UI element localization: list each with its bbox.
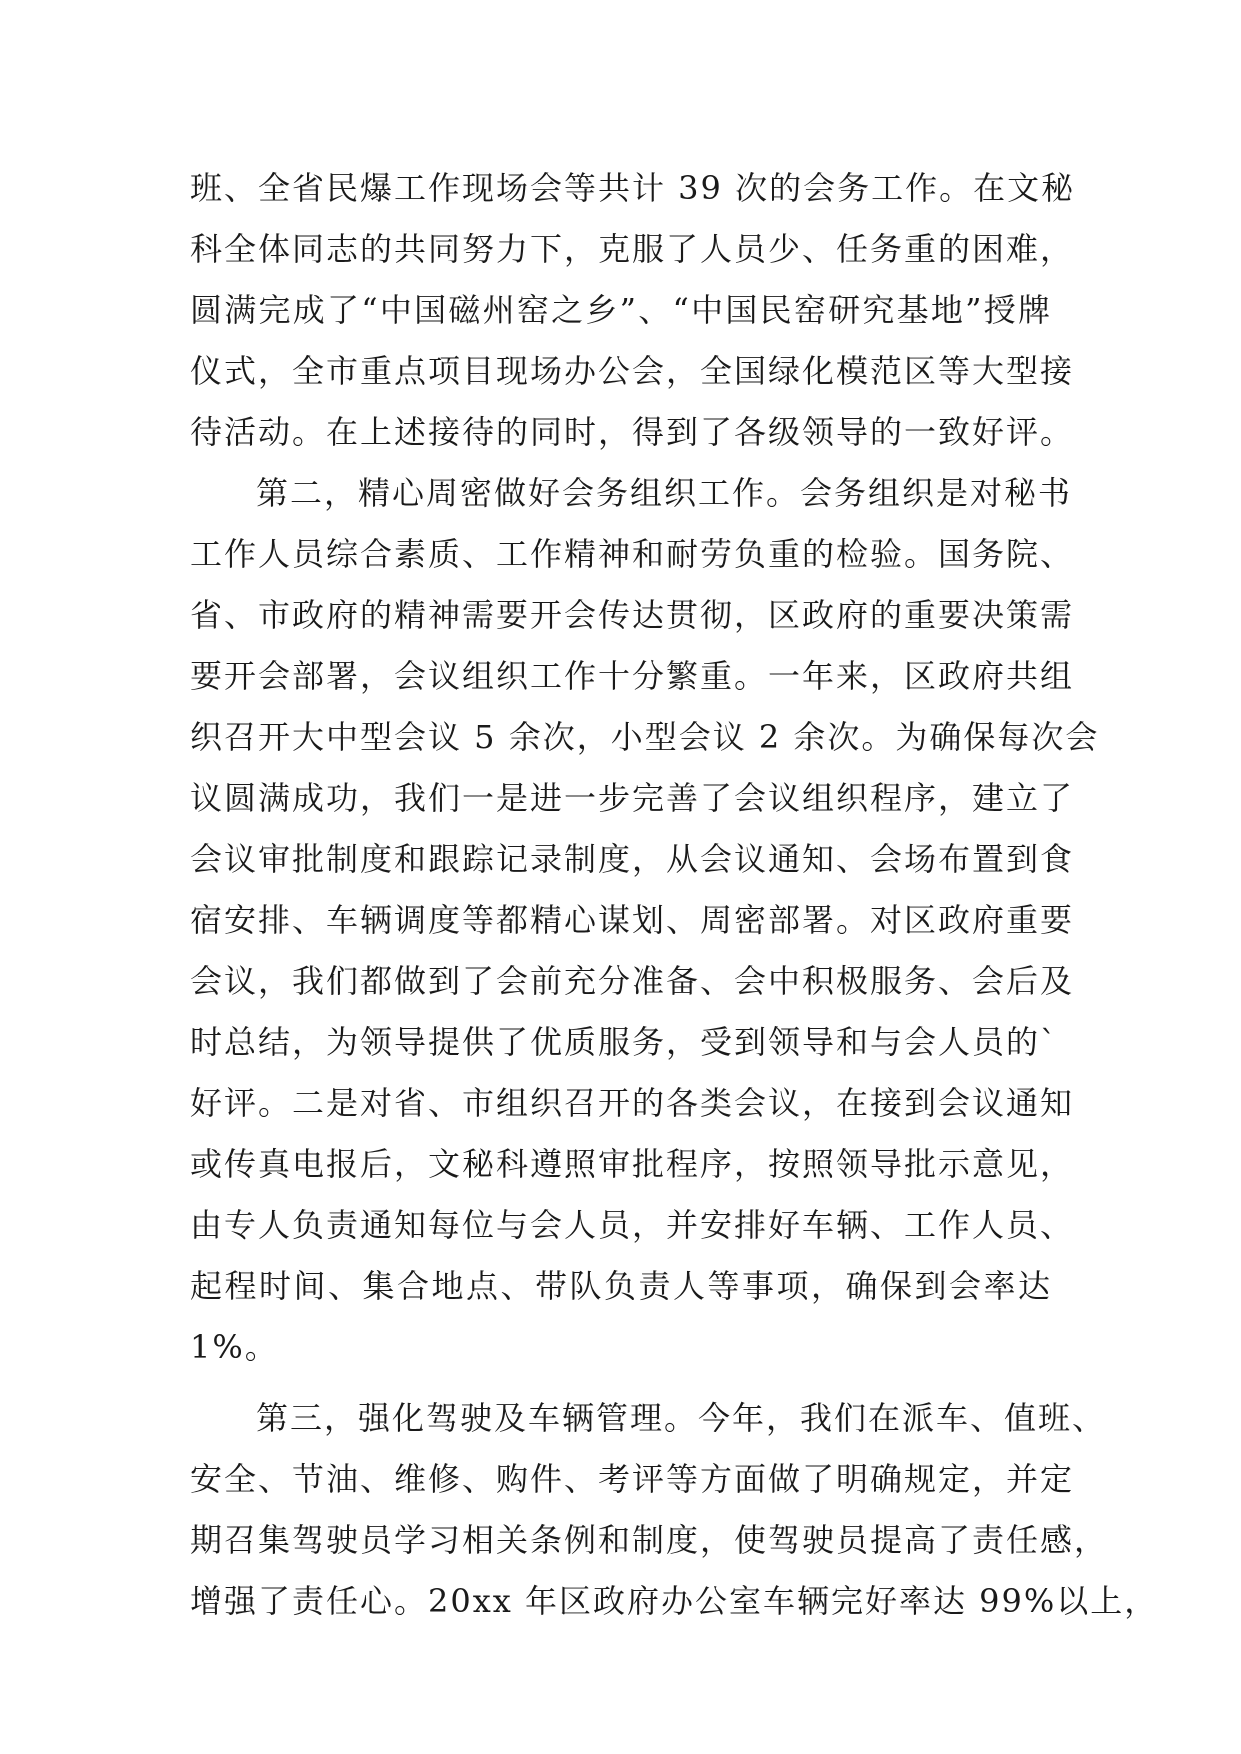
text-line: 好评。二是对省、市组织召开的各类会议，在接到会议通知: [190, 1084, 1075, 1122]
text-line: 时总结，为领导提供了优质服务，受到领导和与会人员的`: [190, 1023, 1059, 1061]
text-line: 要开会部署，会议组织工作十分繁重。一年来，区政府共组: [190, 657, 1075, 695]
text-line: 期召集驾驶员学习相关条例和制度，使驾驶员提高了责任感，: [190, 1521, 1109, 1559]
text-line: 第三，强化驾驶及车辆管理。今年，我们在派车、值班、: [256, 1399, 1107, 1437]
text-line: 工作人员综合素质、工作精神和耐劳负重的检验。国务院、: [190, 535, 1075, 573]
text-line: 1%。: [190, 1328, 279, 1366]
text-line: 省、市政府的精神需要开会传达贯彻，区政府的重要决策需: [190, 596, 1075, 634]
text-line: 由专人负责通知每位与会人员，并安排好车辆、工作人员、: [190, 1206, 1075, 1244]
text-line: 或传真电报后，文秘科遵照审批程序，按照领导批示意见，: [190, 1145, 1075, 1183]
text-line: 宿安排、车辆调度等都精心谋划、周密部署。对区政府重要: [190, 901, 1075, 939]
document-body: [190, 158, 1159, 1632]
text-line: 科全体同志的共同努力下，克服了人员少、任务重的困难，: [190, 230, 1075, 268]
text-line: 班、全省民爆工作现场会等共计 39 次的会务工作。在文秘: [190, 169, 1076, 207]
text-line: 增强了责任心。20xx 年区政府办公室车辆完好率达 99%以上，: [190, 1582, 1159, 1620]
text-line: 圆满完成了“中国磁州窑之乡”、“中国民窑研究基地”授牌: [190, 291, 1052, 329]
text-line: 织召开大中型会议 5 余次，小型会议 2 余次。为确保每次会: [190, 718, 1100, 756]
text-line: 会议，我们都做到了会前充分准备、会中积极服务、会后及: [190, 962, 1075, 1000]
text-line: 待活动。在上述接待的同时，得到了各级领导的一致好评。: [190, 413, 1075, 451]
paragraph: [190, 158, 1076, 463]
text-line: 仪式，全市重点项目现场办公会，全国绿化模范区等大型接: [190, 352, 1075, 390]
paragraph: [190, 463, 1100, 1378]
text-line: 议圆满成功，我们一是进一步完善了会议组织程序，建立了: [190, 779, 1075, 817]
text-line: 第二，精心周密做好会务组织工作。会务组织是对秘书: [256, 474, 1073, 512]
paragraph-spacer: [190, 1378, 1052, 1388]
paragraph: [190, 1388, 1159, 1632]
text-line: 会议审批制度和跟踪记录制度，从会议通知、会场布置到食: [190, 840, 1075, 878]
text-line: 起程时间、集合地点、带队负责人等事项，确保到会率达: [190, 1267, 1052, 1305]
text-line: 安全、节油、维修、购件、考评等方面做了明确规定，并定: [190, 1460, 1075, 1498]
